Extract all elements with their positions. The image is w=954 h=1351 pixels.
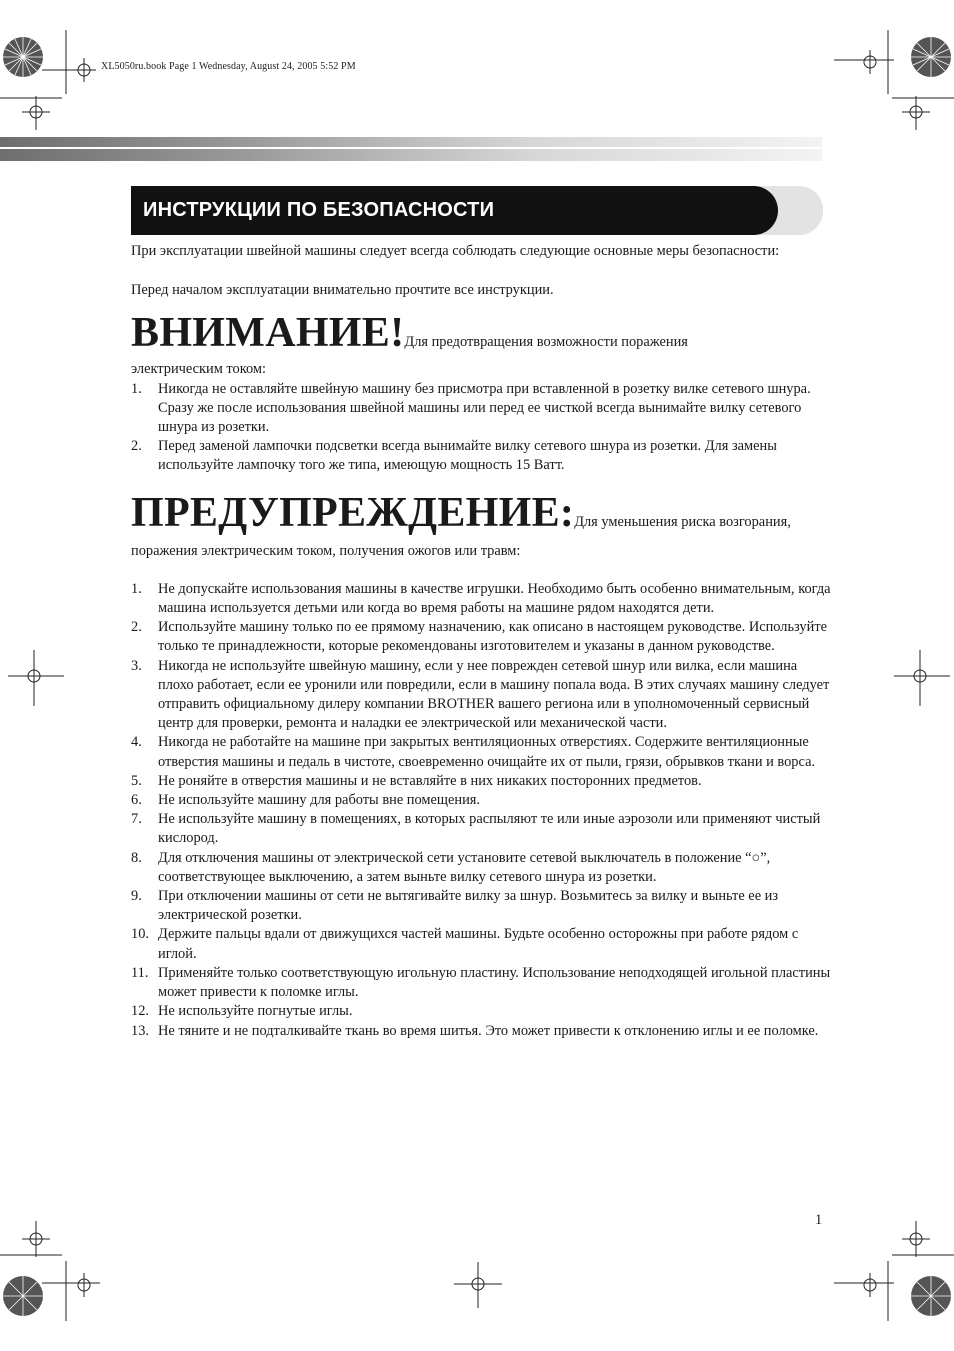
registration-mark-bottom-left — [0, 1221, 130, 1351]
registration-mark-left-middle — [8, 650, 68, 710]
item-text: Не используйте погнутые иглы. — [158, 1003, 353, 1020]
list-item — [131, 772, 831, 791]
list-item — [131, 1002, 831, 1021]
list-item — [131, 618, 831, 656]
item-text: Не допускайте использования машины в качестве игрушки. Необходимо быть особенно внимательным, когда машина используется детьми или когда во время работы на машине рядом находятся дети. — [158, 580, 831, 617]
item-number: 11. — [131, 964, 149, 981]
item-text: Никогда не работайте на машине при закрытых вентиляционных отверстиях. Содержите вентиляционные отверстия машины и педаль в чистоте, своевременно очищайте их от пыли, грязи, обрывков ткани и ворса. — [158, 734, 816, 770]
registration-mark-bottom-right — [824, 1221, 954, 1351]
item-text: Не роняйте в отверстия машины и не вставляйте в них никаких посторонних предметов. — [158, 772, 702, 789]
item-number: 7. — [131, 811, 142, 828]
list-item — [131, 380, 831, 438]
list-item — [131, 810, 831, 848]
warning-subtitle-cont: поражения электрическим током, получения ожогов или травм: — [131, 542, 521, 559]
list-item — [131, 580, 831, 618]
item-text: Держите пальцы вдали от движущихся частей машины. Будьте особенно осторожны при работе рядом с иглой. — [158, 926, 799, 962]
main-content — [131, 242, 831, 1041]
item-number: 8. — [131, 849, 142, 866]
registration-mark-right-middle — [894, 650, 954, 710]
caution-subtitle: Для предотвращения возможности поражения — [404, 334, 688, 351]
item-number: 6. — [131, 792, 142, 809]
item-number: 1. — [131, 580, 142, 597]
caution-word: ВНИМАНИЕ! — [131, 310, 405, 357]
item-number: 13. — [131, 1022, 149, 1039]
caution-heading — [131, 310, 831, 357]
top-gradient-bar — [0, 137, 822, 161]
registration-mark-top-right — [824, 0, 954, 130]
warning-heading — [131, 489, 831, 536]
item-text: Перед заменой лампочки подсветки всегда вынимайте вилку сетевого шнура из розетки. Для замены используйте лампочку того же типа, имеющую мощность 15 Ватт. — [158, 438, 777, 474]
warning-list — [131, 580, 831, 1041]
item-number: 10. — [131, 926, 149, 943]
list-item — [131, 887, 831, 925]
item-number: 12. — [131, 1003, 149, 1020]
section-header-banner — [131, 186, 823, 235]
item-text: Никогда не используйте швейную машину, если у нее поврежден сетевой шнур или вилка, если машина плохо работает, если ее уронили или повредили, если в машину попала вода. В этих случаях машину следует отправить официальному дилеру компании BROTHER вашего региона или в уполномоченный сервисный центр для проверки, ремонта и наладки ее электрической или механической части. — [158, 657, 830, 732]
book-info: XL5050ru.book Page 1 Wednesday, August 24, 2005 5:52 PM — [101, 61, 356, 72]
warning-subtitle: Для уменьшения риска возгорания, — [574, 513, 791, 530]
item-number: 4. — [131, 734, 142, 751]
list-item — [131, 733, 831, 771]
item-text: Не используйте машину в помещениях, в которых распыляют те или иные аэрозоли или применяют чистый кислород. — [158, 811, 821, 847]
list-item — [131, 925, 831, 963]
item-text: Никогда не оставляйте швейную машину без присмотра при вставленной в розетку вилке сетевого шнура. Сразу же после использования швейной машины или перед ее чисткой всегда вынимайте вилку сетевого шнура из розетки. — [158, 380, 811, 436]
warning-word: ПРЕДУПРЕЖДЕНИЕ: — [131, 489, 575, 536]
section-title: ИНСТРУКЦИИ ПО БЕЗОПАСНОСТИ — [143, 199, 495, 221]
registration-mark-bottom-center — [454, 1262, 504, 1312]
item-number: 3. — [131, 657, 142, 674]
item-number: 5. — [131, 772, 142, 789]
item-number: 2. — [131, 438, 142, 455]
list-item — [131, 657, 831, 734]
page-number: 1 — [815, 1212, 823, 1228]
list-item — [131, 964, 831, 1002]
caution-list — [131, 380, 831, 476]
item-number: 2. — [131, 619, 142, 636]
intro-read-instructions: Перед началом эксплуатации внимательно прочтите все инструкции. — [131, 282, 554, 299]
item-text: Применяйте только соответствующую игольную пластину. Использование неподходящей игольной пластины может привести к поломке иглы. — [158, 964, 831, 1001]
list-item — [131, 1022, 831, 1041]
item-text: Не используйте машину для работы вне помещения. — [158, 792, 481, 809]
item-text: Не тяните и не подталкивайте ткань во время шитья. Это может привести к отклонению иглы и ее поломке. — [158, 1022, 819, 1039]
item-number: 1. — [131, 380, 142, 397]
item-text: При отключении машины от сети не вытягивайте вилку за шнур. Возьмитесь за вилку и выньте ее из электрической розетки. — [158, 888, 779, 924]
item-number: 9. — [131, 888, 142, 905]
intro-text: При эксплуатации швейной машины следует всегда соблюдать следующие основные меры безопасности: — [131, 243, 780, 259]
list-item — [131, 437, 831, 475]
caution-subtitle-cont: электрическим током: — [131, 361, 266, 378]
list-item — [131, 791, 831, 810]
item-text: Для отключения машины от электрической сети установите сетевой выключатель в положение “○”, соответствующее выключению, а затем выньте вилку сетевого шнура из розетки. — [158, 849, 771, 885]
list-item — [131, 849, 831, 887]
item-text: Используйте машину только по ее прямому назначению, как описано в настоящем руководстве. Используйте только те принадлежности, которые рекомендованы изготовителем и указаны в данном руководстве. — [158, 619, 828, 655]
